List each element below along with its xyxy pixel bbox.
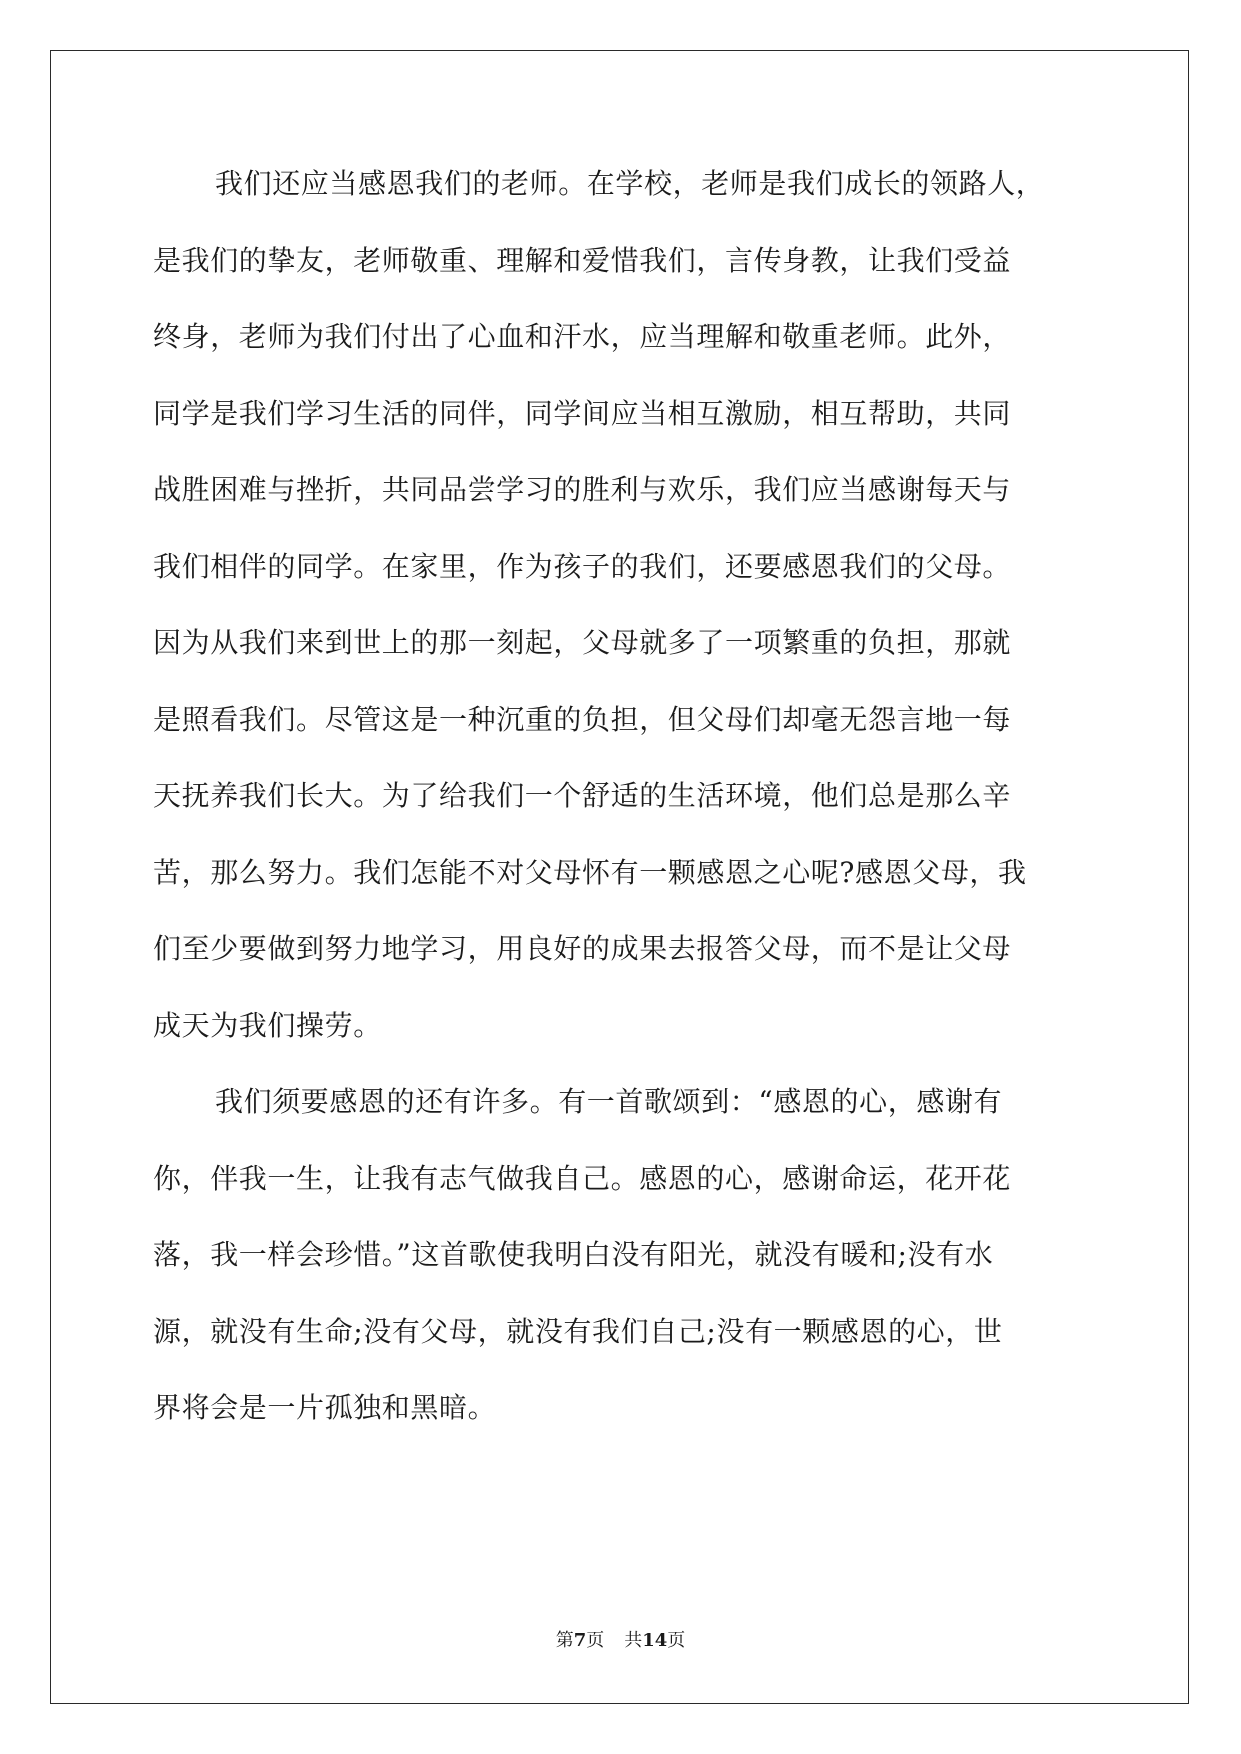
page-prefix: 第 xyxy=(555,1630,574,1651)
paragraph-1-line: 同学是我们学习生活的同伴，同学间应当相互激励，相互帮助，共同 xyxy=(153,396,1012,430)
paragraph-1-line: 是我们的挚友，老师敬重、理解和爱惜我们，言传身教，让我们受益 xyxy=(153,243,1012,277)
total-suffix: 页 xyxy=(667,1630,686,1651)
paragraph-2-line: 界将会是一片孤独和黑暗。 xyxy=(153,1391,497,1424)
page-footer xyxy=(0,1626,1241,1652)
paragraph-1-line: 因为从我们来到世上的那一刻起，父母就多了一项繁重的负担，那就 xyxy=(153,626,1012,659)
paragraph-1-line: 我们相伴的同学。在家里，作为孩子的我们，还要感恩我们的父母。 xyxy=(153,549,1012,583)
paragraph-1-line: 终身，老师为我们付出了心血和汗水，应当理解和敬重老师。此外， xyxy=(153,320,1012,353)
paragraph-1-line: 成天为我们操劳。 xyxy=(153,1008,382,1042)
document-body xyxy=(153,146,1088,1447)
paragraph-1-line: 苦，那么努力。我们怎能不对父母怀有一颗感恩之心呢?感恩父母，我 xyxy=(153,855,1027,889)
paragraph-1-line: 是照看我们。尽管这是一种沉重的负担，但父母们却毫无怨言地一每 xyxy=(153,702,1012,736)
paragraph-1-line: 天抚养我们长大。为了给我们一个舒适的生活环境，他们总是那么辛 xyxy=(153,779,1012,812)
page-suffix: 页 xyxy=(586,1630,605,1651)
paragraph-2-line: 源，就没有生命;没有父母，就没有我们自己;没有一颗感恩的心，世 xyxy=(153,1314,1003,1348)
paragraph-2-line: 落，我一样会珍惜。”这首歌使我明白没有阳光，就没有暖和;没有水 xyxy=(153,1238,994,1271)
paragraph-1-line: 战胜困难与挫折，共同品尝学习的胜利与欢乐，我们应当感谢每天与 xyxy=(153,473,1012,506)
total-page-number: 14 xyxy=(642,1630,668,1651)
paragraph-2-line: 你，伴我一生，让我有志气做我自己。感恩的心，感谢命运，花开花 xyxy=(153,1161,1012,1195)
paragraph-1-line: 们至少要做到努力地学习，用良好的成果去报答父母，而不是让父母 xyxy=(153,932,1012,965)
paragraph-2-line: 我们须要感恩的还有许多。有一首歌颂到：“感恩的心，感谢有 xyxy=(215,1085,1003,1118)
current-page-number: 7 xyxy=(573,1630,587,1651)
paragraph-1-line: 我们还应当感恩我们的老师。在学校，老师是我们成长的领路人， xyxy=(215,167,1045,200)
total-prefix: 共 xyxy=(624,1630,643,1651)
